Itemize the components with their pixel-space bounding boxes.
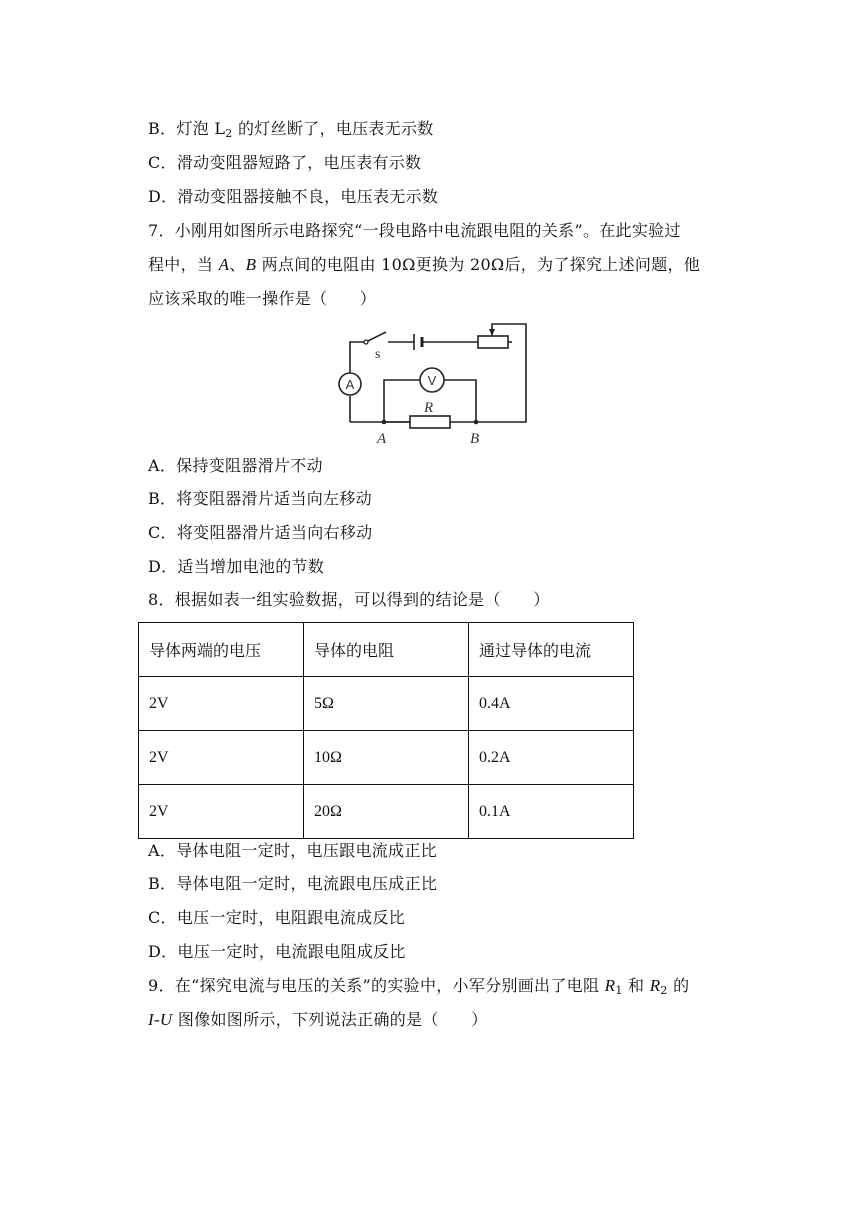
slider-arrow-icon [489, 329, 495, 336]
q6-option-b: B．灯泡 $L_2$ 的灯丝断了，电压表无示数 [148, 119, 434, 140]
q8-option-b: B．导体电阻一定时，电流跟电压成正比 [148, 874, 438, 893]
q9-stem-line2: I-U 图像如图所示，下列说法正确的是（ ） [148, 1010, 488, 1029]
switch-pivot [364, 340, 368, 344]
node-b-dot [474, 420, 479, 425]
q8-option-d: D．电压一定时，电流跟电阻成反比 [148, 942, 406, 961]
q6-option-d: D．滑动变阻器接触不良，电压表无示数 [148, 187, 439, 206]
circuit-diagram [330, 318, 530, 448]
q9-stem-line1: 9．在“探究电流与电压的关系”的实验中，小军分别画出了电阻 $R_1$ 和 $R_2$ 的 [148, 976, 690, 997]
switch-label: s [375, 347, 381, 362]
q8-stem: 8．根据如表一组实验数据，可以得到的结论是（ ） [148, 590, 550, 609]
table-cell: 2V [139, 677, 304, 731]
q6-option-c: C．滑动变阻器短路了，电压表有示数 [148, 153, 422, 172]
q7-stem-line1: 7．小刚用如图所示电路探究“一段电路中电流跟电阻的关系”。在此实验过 [148, 221, 681, 240]
node-a-dot [382, 420, 387, 425]
table-header-cell: 导体的电阻 [304, 623, 469, 677]
table-header-cell: 导体两端的电压 [139, 623, 304, 677]
q7-option-b: B．将变阻器滑片适当向左移动 [148, 489, 372, 508]
table-row [139, 731, 634, 785]
q8-option-c: C．电压一定时，电阻跟电流成反比 [148, 908, 406, 927]
table-header-cell: 通过导体的电流 [469, 623, 634, 677]
table-row [139, 785, 634, 839]
table-cell: 0.4A [469, 677, 634, 731]
q7-option-d: D．适当增加电池的节数 [148, 557, 325, 576]
q8-option-a: A．导体电阻一定时，电压跟电流成正比 [148, 841, 437, 860]
q7-stem-line3: 应该采取的唯一操作是（ ） [148, 289, 377, 308]
point-a-label: A [377, 431, 387, 447]
table-header-row [139, 623, 634, 677]
q7-option-a: A．保持变阻器滑片不动 [148, 456, 323, 475]
table-row [139, 677, 634, 731]
table-cell: 2V [139, 731, 304, 785]
resistor-label: R [424, 400, 434, 416]
voltmeter-label: V [427, 373, 437, 388]
ammeter-label: A [345, 377, 355, 392]
table-cell: 2V [139, 785, 304, 839]
q7-stem-line2: 程中，当 A、B 两点间的电阻由 10Ω更换为 20Ω后，为了探究上述问题，他 [148, 255, 701, 274]
table-cell: 10Ω [304, 731, 469, 785]
table-cell: 0.2A [469, 731, 634, 785]
table-cell: 5Ω [304, 677, 469, 731]
q7-option-c: C．将变阻器滑片适当向右移动 [148, 523, 373, 542]
table-cell: 20Ω [304, 785, 469, 839]
point-b-label: B [470, 431, 480, 447]
table-cell: 0.1A [469, 785, 634, 839]
data-table [138, 622, 634, 839]
